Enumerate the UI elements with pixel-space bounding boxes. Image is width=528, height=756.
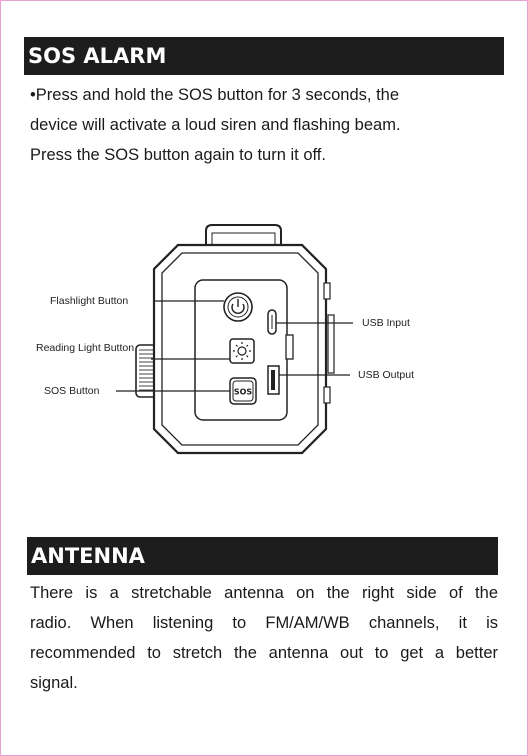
antenna-side bbox=[328, 315, 334, 373]
side-slot bbox=[286, 335, 293, 359]
sos-button-text: SOS bbox=[233, 387, 253, 397]
reading-light-button-label: Reading Light Button bbox=[36, 342, 135, 354]
right-tab-top bbox=[324, 283, 330, 299]
antenna-instructions bbox=[30, 578, 498, 698]
usb-output-tongue bbox=[271, 370, 275, 390]
sos-text-line: device will activate a loud siren and flashing beam. bbox=[30, 116, 401, 134]
sos-text-line: •Press and hold the SOS button for 3 seconds, the bbox=[30, 86, 400, 104]
sos-text-line: Press the SOS button again to turn it off. bbox=[30, 146, 326, 164]
sos-alarm-heading: SOS ALARM bbox=[24, 37, 504, 75]
antenna-heading: ANTENNA bbox=[27, 537, 498, 575]
device-diagram bbox=[30, 215, 450, 465]
sos-alarm-instructions bbox=[30, 80, 490, 170]
antenna-text-line: recommended to stretch the antenna out to get a better bbox=[30, 644, 498, 662]
device-handle bbox=[206, 225, 281, 245]
antenna-text-line: signal. bbox=[30, 674, 78, 692]
sos-button-label: SOS Button bbox=[44, 385, 100, 397]
usb-output-label: USB Output bbox=[358, 369, 415, 381]
device-diagram-svg bbox=[30, 215, 450, 465]
device-handle-inner bbox=[212, 233, 275, 245]
usb-input-label: USB Input bbox=[362, 317, 410, 329]
antenna-text-line: radio. When listening to FM/AM/WB channels, it is bbox=[30, 614, 498, 632]
right-tab-bottom bbox=[324, 387, 330, 403]
flashlight-button-label: Flashlight Button bbox=[50, 295, 129, 307]
antenna-text-line: There is a stretchable antenna on the right side of the bbox=[30, 584, 498, 602]
